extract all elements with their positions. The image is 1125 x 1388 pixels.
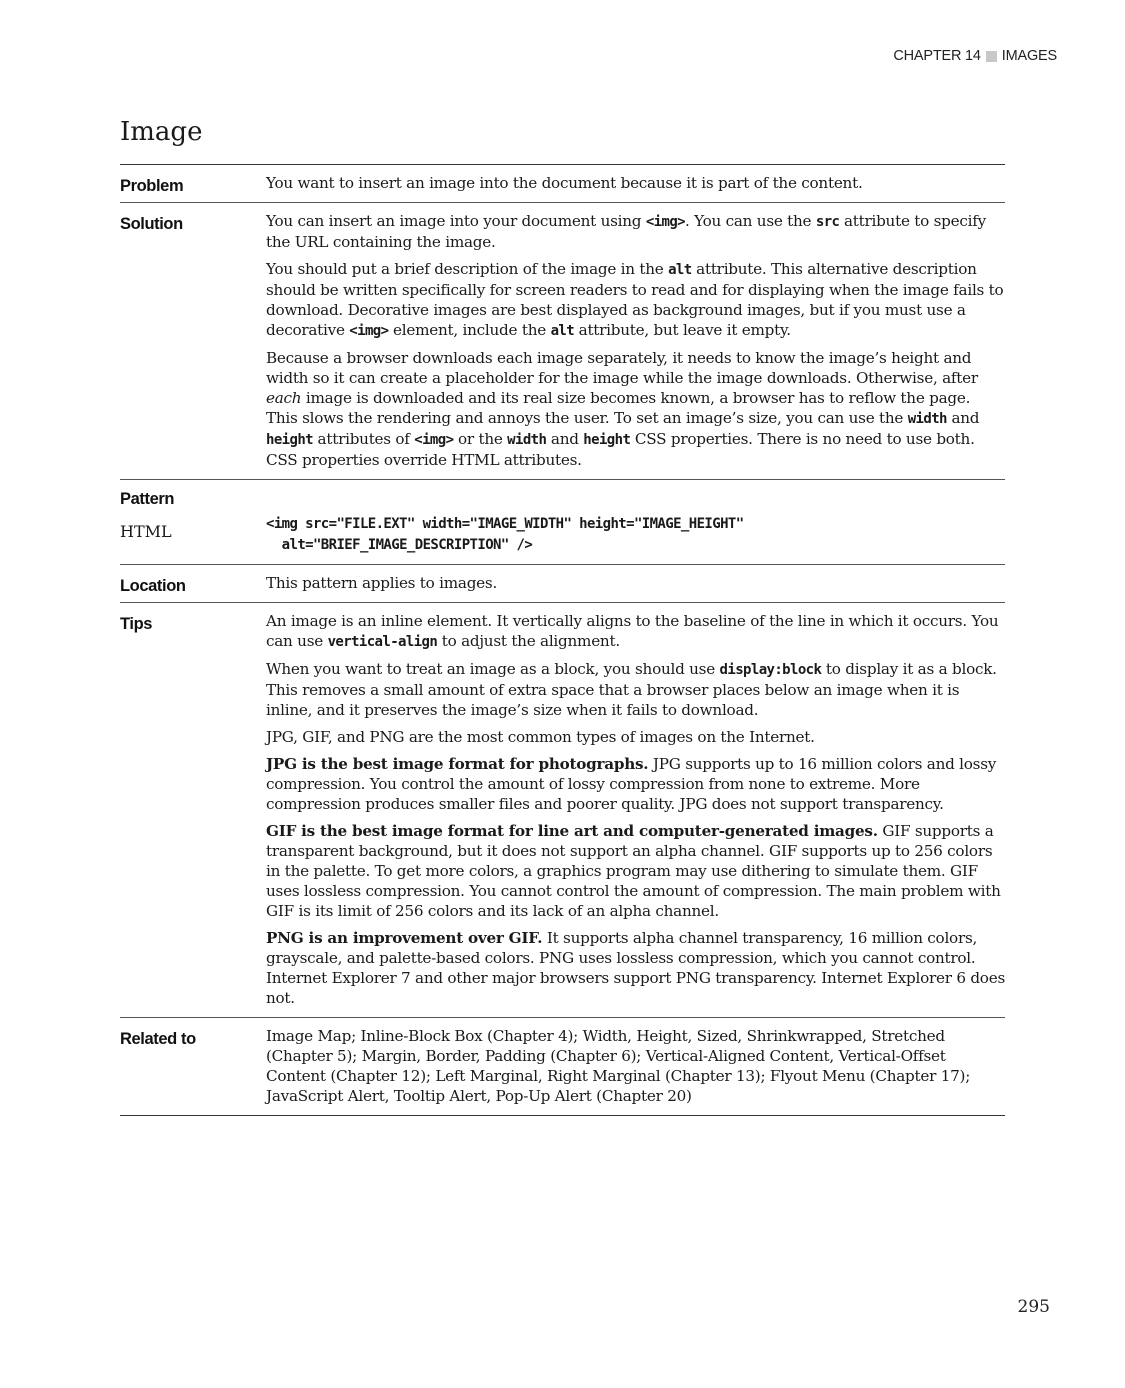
location-row <box>120 564 1005 602</box>
text-run: to adjust the alignment. <box>437 632 620 650</box>
text-run: to display it as a block. This removes a small amount of extra space that a browser places below an image when it is inline, and it preserves the image’s size when it fails to download. <box>266 660 997 719</box>
text-run: You can insert an image into your document using <box>266 212 646 230</box>
text-run: Because a browser downloads each image separately, it needs to know the image’s height and width so it can create a placeholder for the image while the image downloads. Otherwise, after <box>266 349 978 387</box>
tips-label: Tips <box>120 615 153 633</box>
code-src: src <box>815 214 840 230</box>
pattern-table <box>120 164 1005 1116</box>
text-run: attribute, but leave it empty. <box>574 321 791 339</box>
text-run: When you want to treat an image as a block, you should use <box>266 660 720 678</box>
related-label: Related to <box>120 1030 196 1048</box>
code-height: height <box>583 432 631 448</box>
solution-label: Solution <box>120 215 183 233</box>
problem-row <box>120 165 1005 202</box>
pattern-code-wrap <box>266 514 1005 556</box>
text-run: and <box>946 409 980 427</box>
solution-paragraph-3 <box>266 348 1005 470</box>
text-run: CSS properties. There is no need to use both. CSS properties override HTML attributes. <box>266 430 975 469</box>
running-head <box>893 48 1057 64</box>
tips-paragraph-3: JPG, GIF, and PNG are the most common types of images on the Internet. <box>266 728 815 746</box>
pattern-label: Pattern <box>120 490 175 508</box>
location-label: Location <box>120 577 186 595</box>
text-run: image is downloaded and its real size becomes known, a browser has to reflow the page. This slows the rendering and annoys the user. To set an image’s size, you can use the <box>266 389 971 427</box>
code-img-tag: <img> <box>414 432 454 448</box>
page-number: 295 <box>1017 1297 1050 1317</box>
lead-gif: GIF is the best image format for line art and computer-generated images. <box>266 822 878 840</box>
code-height: height <box>266 432 313 448</box>
text-run: attribute to specify the URL containing the image. <box>266 212 986 251</box>
pattern-row <box>120 479 1005 564</box>
lead-jpg: JPG is the best image format for photographs. <box>266 755 649 773</box>
related-content <box>266 1018 1005 1115</box>
tips-content <box>266 603 1005 1017</box>
text-run: element, include the <box>388 321 551 339</box>
location-text: This pattern applies to images. <box>266 574 498 592</box>
running-head-section: IMAGES <box>1001 48 1057 64</box>
code-vertical-align: vertical-align <box>327 634 438 650</box>
text-run: You should put a brief description of the image in the <box>266 260 669 278</box>
section-title: Image <box>120 117 203 147</box>
solution-row <box>120 202 1005 479</box>
text-run: and <box>546 430 584 448</box>
running-head-chapter: CHAPTER 14 <box>893 48 981 64</box>
code-width: width <box>507 432 547 448</box>
square-separator-icon <box>986 51 997 62</box>
text-run: An image is an inline element. It vertically aligns to the baseline of the line in which it occurs. You can use <box>266 612 999 650</box>
code-img-tag: <img> <box>349 323 389 339</box>
code-alt: alt <box>668 262 692 278</box>
text-run: attribute. This alternative description should be written specifically for screen readers to read and for displaying when the image fails to download. Decorative images are best displayed as background images, but if you must use a decorative <box>266 260 1004 339</box>
pattern-html-row <box>120 514 1005 556</box>
location-content <box>266 565 1005 602</box>
pattern-code: <img src="FILE.EXT" width="IMAGE_WIDTH" height="IMAGE_HEIGHT" alt="BRIEF_IMAGE_DESCRIPTION" /> <box>266 516 744 553</box>
tips-paragraph-1 <box>266 611 1005 652</box>
emphasis-each: each <box>266 389 302 407</box>
text-run: attributes of <box>312 430 415 448</box>
solution-paragraph-1 <box>266 211 1005 252</box>
related-text: Image Map; Inline-Block Box (Chapter 4); Width, Height, Sized, Shrinkwrapped, Stretched (Chapter 5); Margin, Border, Padding (Chapter 6); Vertical-Aligned Content, Vertical-Offset Content (Chapter 12); Left Marginal, Right Marginal (Chapter 13); Flyout Menu (Chapter 17); JavaScript Alert, Tooltip Alert, Pop-Up Alert (Chapter 20) <box>266 1027 971 1105</box>
text-run: GIF supports a transparent background, but it does not support an alpha channel. GIF supports up to 256 colors in the palette. To get more colors, a graphics program may use dithering to simulate them. GIF uses lossless compression. You cannot control the amount of compression. The main problem with GIF is its limit of 256 colors and its lack of an alpha channel. <box>266 822 1001 920</box>
solution-content <box>266 203 1005 479</box>
problem-text: You want to insert an image into the document because it is part of the content. <box>266 174 863 192</box>
tips-row <box>120 602 1005 1017</box>
text-run: . You can use the <box>685 212 816 230</box>
code-display-block: display:block <box>719 662 822 678</box>
code-width: width <box>907 411 947 427</box>
text-run: or the <box>453 430 508 448</box>
text-run: JPG supports up to 16 million colors and lossy compression. You control the amount of lossy compression from none to extreme. More compression produces smaller files and poorer quality. JPG does not support transparency. <box>266 755 997 813</box>
tips-paragraph-gif <box>266 821 1005 921</box>
text-run: It supports alpha channel transparency, 16 million colors, grayscale, and palette-based colors. PNG uses lossless compression, which you cannot control. Internet Explorer 7 and other major browsers support PNG transparency. Internet Explorer 6 does not. <box>266 929 1005 1007</box>
related-row <box>120 1017 1005 1115</box>
tips-paragraph-2 <box>266 659 1005 720</box>
code-img-tag: <img> <box>645 214 685 230</box>
solution-paragraph-2 <box>266 259 1005 341</box>
lead-png: PNG is an improvement over GIF. <box>266 929 543 947</box>
problem-label: Problem <box>120 177 184 195</box>
pattern-html-label: HTML <box>120 522 172 541</box>
tips-paragraph-jpg <box>266 754 1005 814</box>
problem-content <box>266 165 1005 202</box>
code-alt: alt <box>550 323 575 339</box>
tips-paragraph-png <box>266 928 1005 1008</box>
